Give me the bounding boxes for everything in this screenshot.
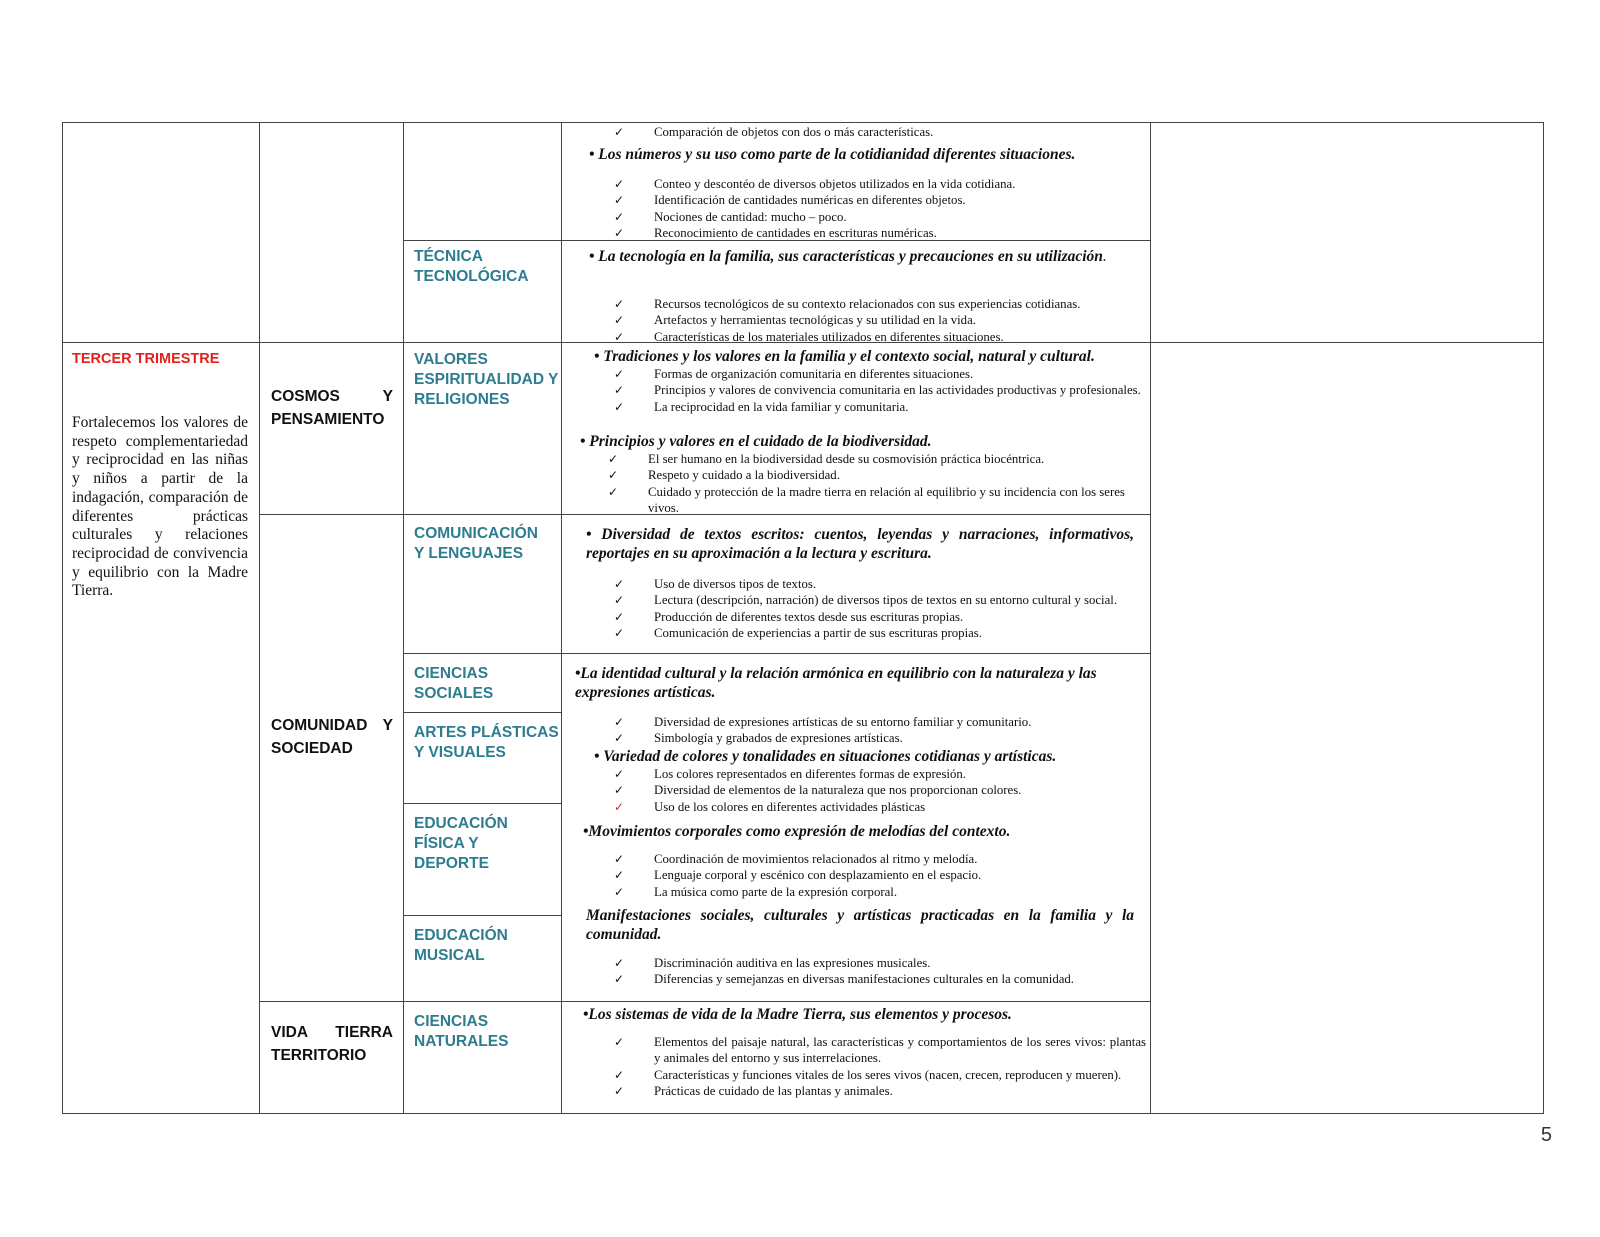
field-vida-tierra-territorio xyxy=(271,1021,393,1067)
content-list xyxy=(614,714,1146,747)
check-mark-icon: ✓ xyxy=(608,484,619,499)
area-line: DEPORTE xyxy=(414,855,489,872)
area-line: RELIGIONES xyxy=(414,391,510,408)
content-item-text: Producción de diferentes textos desde sus escrituras propias. xyxy=(654,609,964,624)
check-mark-icon: ✓ xyxy=(614,313,625,328)
check-mark-icon: ✓ xyxy=(614,177,625,191)
field-cosmos-pensamiento xyxy=(271,385,393,431)
check-mark-icon: ✓ xyxy=(614,1035,625,1049)
content-item-text: Los colores representados en diferentes formas de expresión. xyxy=(654,767,966,781)
content-item-text: Principios y valores de convivencia comunitaria en las actividades productivas y profesionales. xyxy=(654,383,1141,398)
check-mark-icon: ✓ xyxy=(614,367,625,381)
content-item xyxy=(614,296,1146,312)
content-item-text: Diferencias y semejanzas en diversas manifestaciones culturales en la comunidad. xyxy=(654,972,1074,987)
area-educacion-fisica xyxy=(414,814,508,874)
area-comunicacion-lenguajes xyxy=(414,524,538,564)
content-item-text: Uso de los colores en diferentes actividades plásticas xyxy=(654,799,926,814)
table-row-divider xyxy=(259,1001,1150,1002)
content-heading-text: • La tecnología en la familia, sus características y precauciones en su utilización xyxy=(589,248,1103,265)
field-word: COSMOS xyxy=(271,388,340,405)
content-item xyxy=(614,576,1146,592)
table-column-divider xyxy=(403,122,404,1114)
content-item xyxy=(614,955,1146,971)
field-word: TIERRA xyxy=(335,1024,393,1041)
content-heading: • Diversidad de textos escritos: cuentos, leyendas y narraciones, informativos, reportajes en su aproximación a la lectura y escritura. xyxy=(586,526,1134,562)
field-word: PENSAMIENTO xyxy=(271,411,385,428)
area-line: CIENCIAS xyxy=(414,665,489,682)
content-item xyxy=(608,484,1140,517)
check-mark-icon: ✓ xyxy=(614,731,625,746)
content-item-text: Prácticas de cuidado de las plantas y animales. xyxy=(654,1083,893,1098)
check-mark-icon: ✓ xyxy=(614,956,625,970)
content-item-text: Comparación de objetos con dos o más características. xyxy=(654,125,934,139)
field-word: TERRITORIO xyxy=(271,1047,367,1064)
check-mark-icon: ✓ xyxy=(614,225,625,240)
content-list xyxy=(614,176,1146,241)
content-item-text: Diversidad de expresiones artísticas de su entorno familiar y comunitario. xyxy=(654,715,1032,729)
content-item-text: El ser humano en la biodiversidad desde su cosmovisión práctica biocéntrica. xyxy=(648,452,1045,466)
content-item xyxy=(608,467,1140,483)
check-mark-icon: ✓ xyxy=(614,297,625,311)
content-item-text: Recursos tecnológicos de su contexto relacionados con sus experiencias cotidianas. xyxy=(654,297,1081,311)
content-heading-end: . xyxy=(1102,248,1107,265)
check-mark-icon: ✓ xyxy=(614,383,625,398)
content-list xyxy=(614,955,1146,988)
content-item xyxy=(614,176,1146,192)
table-row-divider xyxy=(403,712,561,713)
content-item xyxy=(614,730,1146,746)
content-item-text: Elementos del paisaje natural, las características y comportamientos de los seres vivos: plantas y animales del entorno y sus interrelaciones. xyxy=(654,1035,1146,1066)
content-item xyxy=(614,971,1146,987)
check-mark-icon: ✓ xyxy=(614,972,625,987)
check-mark-icon: ✓ xyxy=(614,767,625,781)
content-heading: • Tradiciones y los valores en la familia y el contexto social, natural y cultural. xyxy=(594,348,1095,365)
content-item-text: Lenguaje corporal y escénico con desplazamiento en el espacio. xyxy=(654,868,982,883)
check-mark-icon: ✓ xyxy=(614,193,625,208)
table-column-divider xyxy=(259,122,260,1114)
content-item xyxy=(614,867,1146,883)
check-mark-icon: ✓ xyxy=(614,852,625,866)
check-mark-icon: ✓ xyxy=(614,593,625,608)
check-mark-icon: ✓ xyxy=(614,125,625,139)
area-line: ESPIRITUALIDAD Y xyxy=(414,371,559,388)
content-item-text: Coordinación de movimientos relacionados al ritmo y melodía. xyxy=(654,852,978,866)
table-column-divider xyxy=(561,122,562,1114)
content-item-text: Discriminación auditiva en las expresiones musicales. xyxy=(654,956,931,970)
area-line: TECNOLÓGICA xyxy=(414,268,529,285)
content-heading xyxy=(589,247,1134,266)
content-item xyxy=(614,1083,1146,1099)
content-item-text: Reconocimiento de cantidades en escrituras numéricas. xyxy=(654,225,937,240)
content-item xyxy=(614,312,1146,328)
check-mark-icon: ✓ xyxy=(614,868,625,883)
content-list xyxy=(608,451,1140,516)
check-mark-icon: ✓ xyxy=(614,1067,625,1082)
area-line: Y LENGUAJES xyxy=(414,545,524,562)
check-mark-icon: ✓ xyxy=(614,884,625,899)
field-word: Y xyxy=(382,388,393,405)
area-valores-espiritualidad xyxy=(414,350,558,410)
content-list xyxy=(614,124,1146,140)
content-item-text: Diversidad de elementos de la naturaleza que nos proporcionan colores. xyxy=(654,783,1022,798)
content-item xyxy=(614,782,1146,798)
content-item xyxy=(614,799,1146,815)
content-item xyxy=(614,329,1146,345)
content-heading: • Principios y valores en el cuidado de la biodiversidad. xyxy=(580,433,932,450)
content-item-text: Cuidado y protección de la madre tierra en relación al equilibrio y su incidencia con los seres vivos. xyxy=(648,484,1125,515)
area-line: TÉCNICA xyxy=(414,248,483,265)
check-mark-icon: ✓ xyxy=(614,715,625,729)
check-mark-icon: ✓ xyxy=(614,799,625,814)
content-list xyxy=(614,766,1146,815)
content-item xyxy=(614,382,1146,398)
content-item-text: Nociones de cantidad: mucho – poco. xyxy=(654,209,847,224)
check-mark-icon: ✓ xyxy=(614,783,625,798)
check-mark-icon: ✓ xyxy=(614,609,625,624)
content-item xyxy=(614,209,1146,225)
content-item xyxy=(614,225,1146,241)
content-item-text: Características de los materiales utilizados en diferentes situaciones. xyxy=(654,329,1004,344)
area-line: EDUCACIÓN xyxy=(414,815,508,832)
area-line: ARTES PLÁSTICAS xyxy=(414,724,559,741)
table-row-divider xyxy=(403,803,561,804)
check-mark-icon: ✓ xyxy=(614,209,625,224)
content-list xyxy=(614,296,1146,345)
check-mark-icon: ✓ xyxy=(614,1083,625,1098)
content-item xyxy=(614,192,1146,208)
content-item xyxy=(614,851,1146,867)
area-ciencias-naturales xyxy=(414,1012,508,1052)
content-item xyxy=(614,625,1146,641)
content-item-text: Uso de diversos tipos de textos. xyxy=(654,577,817,591)
content-item xyxy=(614,124,1146,140)
content-list xyxy=(614,1034,1146,1099)
content-heading: •Movimientos corporales como expresión de melodías del contexto. xyxy=(583,823,1011,840)
holistic-objective: Fortalecemos los valores de respeto complementariedad y reciprocidad en las niñas y niños a partir de la indagación, comparación de diferentes prácticas culturales y relaciones reciprocidad de convivencia y equilibrio con la Madre Tierra. xyxy=(72,414,248,600)
content-item xyxy=(614,399,1146,415)
content-list xyxy=(614,366,1146,415)
area-line: VALORES xyxy=(414,351,488,368)
content-item xyxy=(614,609,1146,625)
field-word: COMUNIDAD xyxy=(271,717,368,734)
content-heading: • Variedad de colores y tonalidades en situaciones cotidianas y artísticas. xyxy=(594,748,1057,765)
content-item-text: Conteo y descontéo de diversos objetos utilizados en la vida cotidiana. xyxy=(654,177,1016,191)
content-item xyxy=(614,766,1146,782)
content-item xyxy=(614,1067,1146,1083)
content-heading: •La identidad cultural y la relación armónica en equilibrio con la naturaleza y las expresiones artísticas. xyxy=(575,665,1097,701)
content-item-text: Lectura (descripción, narración) de diversos tipos de textos en su entorno cultural y social. xyxy=(654,593,1118,608)
check-mark-icon: ✓ xyxy=(614,625,625,640)
check-mark-icon: ✓ xyxy=(614,399,625,414)
area-line: CIENCIAS xyxy=(414,1013,489,1030)
area-line: NATURALES xyxy=(414,1033,509,1050)
area-line: COMUNICACIÓN xyxy=(414,525,538,542)
area-line: EDUCACIÓN xyxy=(414,927,508,944)
table-column-divider xyxy=(1150,122,1151,1114)
field-word: Y xyxy=(382,717,393,734)
field-word: VIDA xyxy=(271,1024,309,1041)
area-line: Y VISUALES xyxy=(414,744,506,761)
content-item xyxy=(614,884,1146,900)
content-item xyxy=(608,451,1140,467)
content-list xyxy=(614,851,1146,900)
check-mark-icon: ✓ xyxy=(608,452,619,466)
area-line: MUSICAL xyxy=(414,947,485,964)
content-item xyxy=(614,592,1146,608)
area-tecnica-tecnologica xyxy=(414,247,529,287)
field-word: SOCIEDAD xyxy=(271,740,353,757)
content-item-text: La música como parte de la expresión corporal. xyxy=(654,884,898,899)
area-artes-plasticas xyxy=(414,723,559,763)
area-line: FÍSICA Y xyxy=(414,835,479,852)
content-heading: Manifestaciones sociales, culturales y artísticas practicadas en la familia y la comunidad. xyxy=(586,907,1134,943)
content-item-text: La reciprocidad en la vida familiar y comunitaria. xyxy=(654,399,909,414)
content-item-text: Comunicación de experiencias a partir de sus escrituras propias. xyxy=(654,625,982,640)
content-item xyxy=(614,714,1146,730)
page-number: 5 xyxy=(1540,1124,1552,1146)
area-ciencias-sociales xyxy=(414,664,493,704)
content-heading: •Los sistemas de vida de la Madre Tierra, sus elementos y procesos. xyxy=(583,1006,1012,1023)
area-educacion-musical xyxy=(414,926,508,966)
check-mark-icon: ✓ xyxy=(614,329,625,344)
content-item-text: Formas de organización comunitaria en diferentes situaciones. xyxy=(654,367,974,381)
check-mark-icon: ✓ xyxy=(614,577,625,591)
content-item-text: Identificación de cantidades numéricas en diferentes objetos. xyxy=(654,193,966,208)
area-line: SOCIALES xyxy=(414,685,494,702)
content-item xyxy=(614,366,1146,382)
content-item-text: Simbología y grabados de expresiones artísticas. xyxy=(654,731,903,746)
field-comunidad-sociedad xyxy=(271,714,393,760)
trimester-title: TERCER TRIMESTRE xyxy=(72,351,220,367)
content-heading: • Los números y su uso como parte de la cotidianidad diferentes situaciones. xyxy=(589,146,1076,163)
content-item xyxy=(614,1034,1146,1067)
content-item-text: Artefactos y herramientas tecnológicas y su utilidad en la vida. xyxy=(654,313,976,328)
content-item-text: Respeto y cuidado a la biodiversidad. xyxy=(648,468,840,483)
content-item-text: Características y funciones vitales de los seres vivos (nacen, crecen, reproducen y mueren). xyxy=(654,1067,1122,1082)
table-row-divider xyxy=(403,915,561,916)
table-row-divider xyxy=(403,653,1150,654)
content-list xyxy=(614,576,1146,641)
check-mark-icon: ✓ xyxy=(608,468,619,483)
